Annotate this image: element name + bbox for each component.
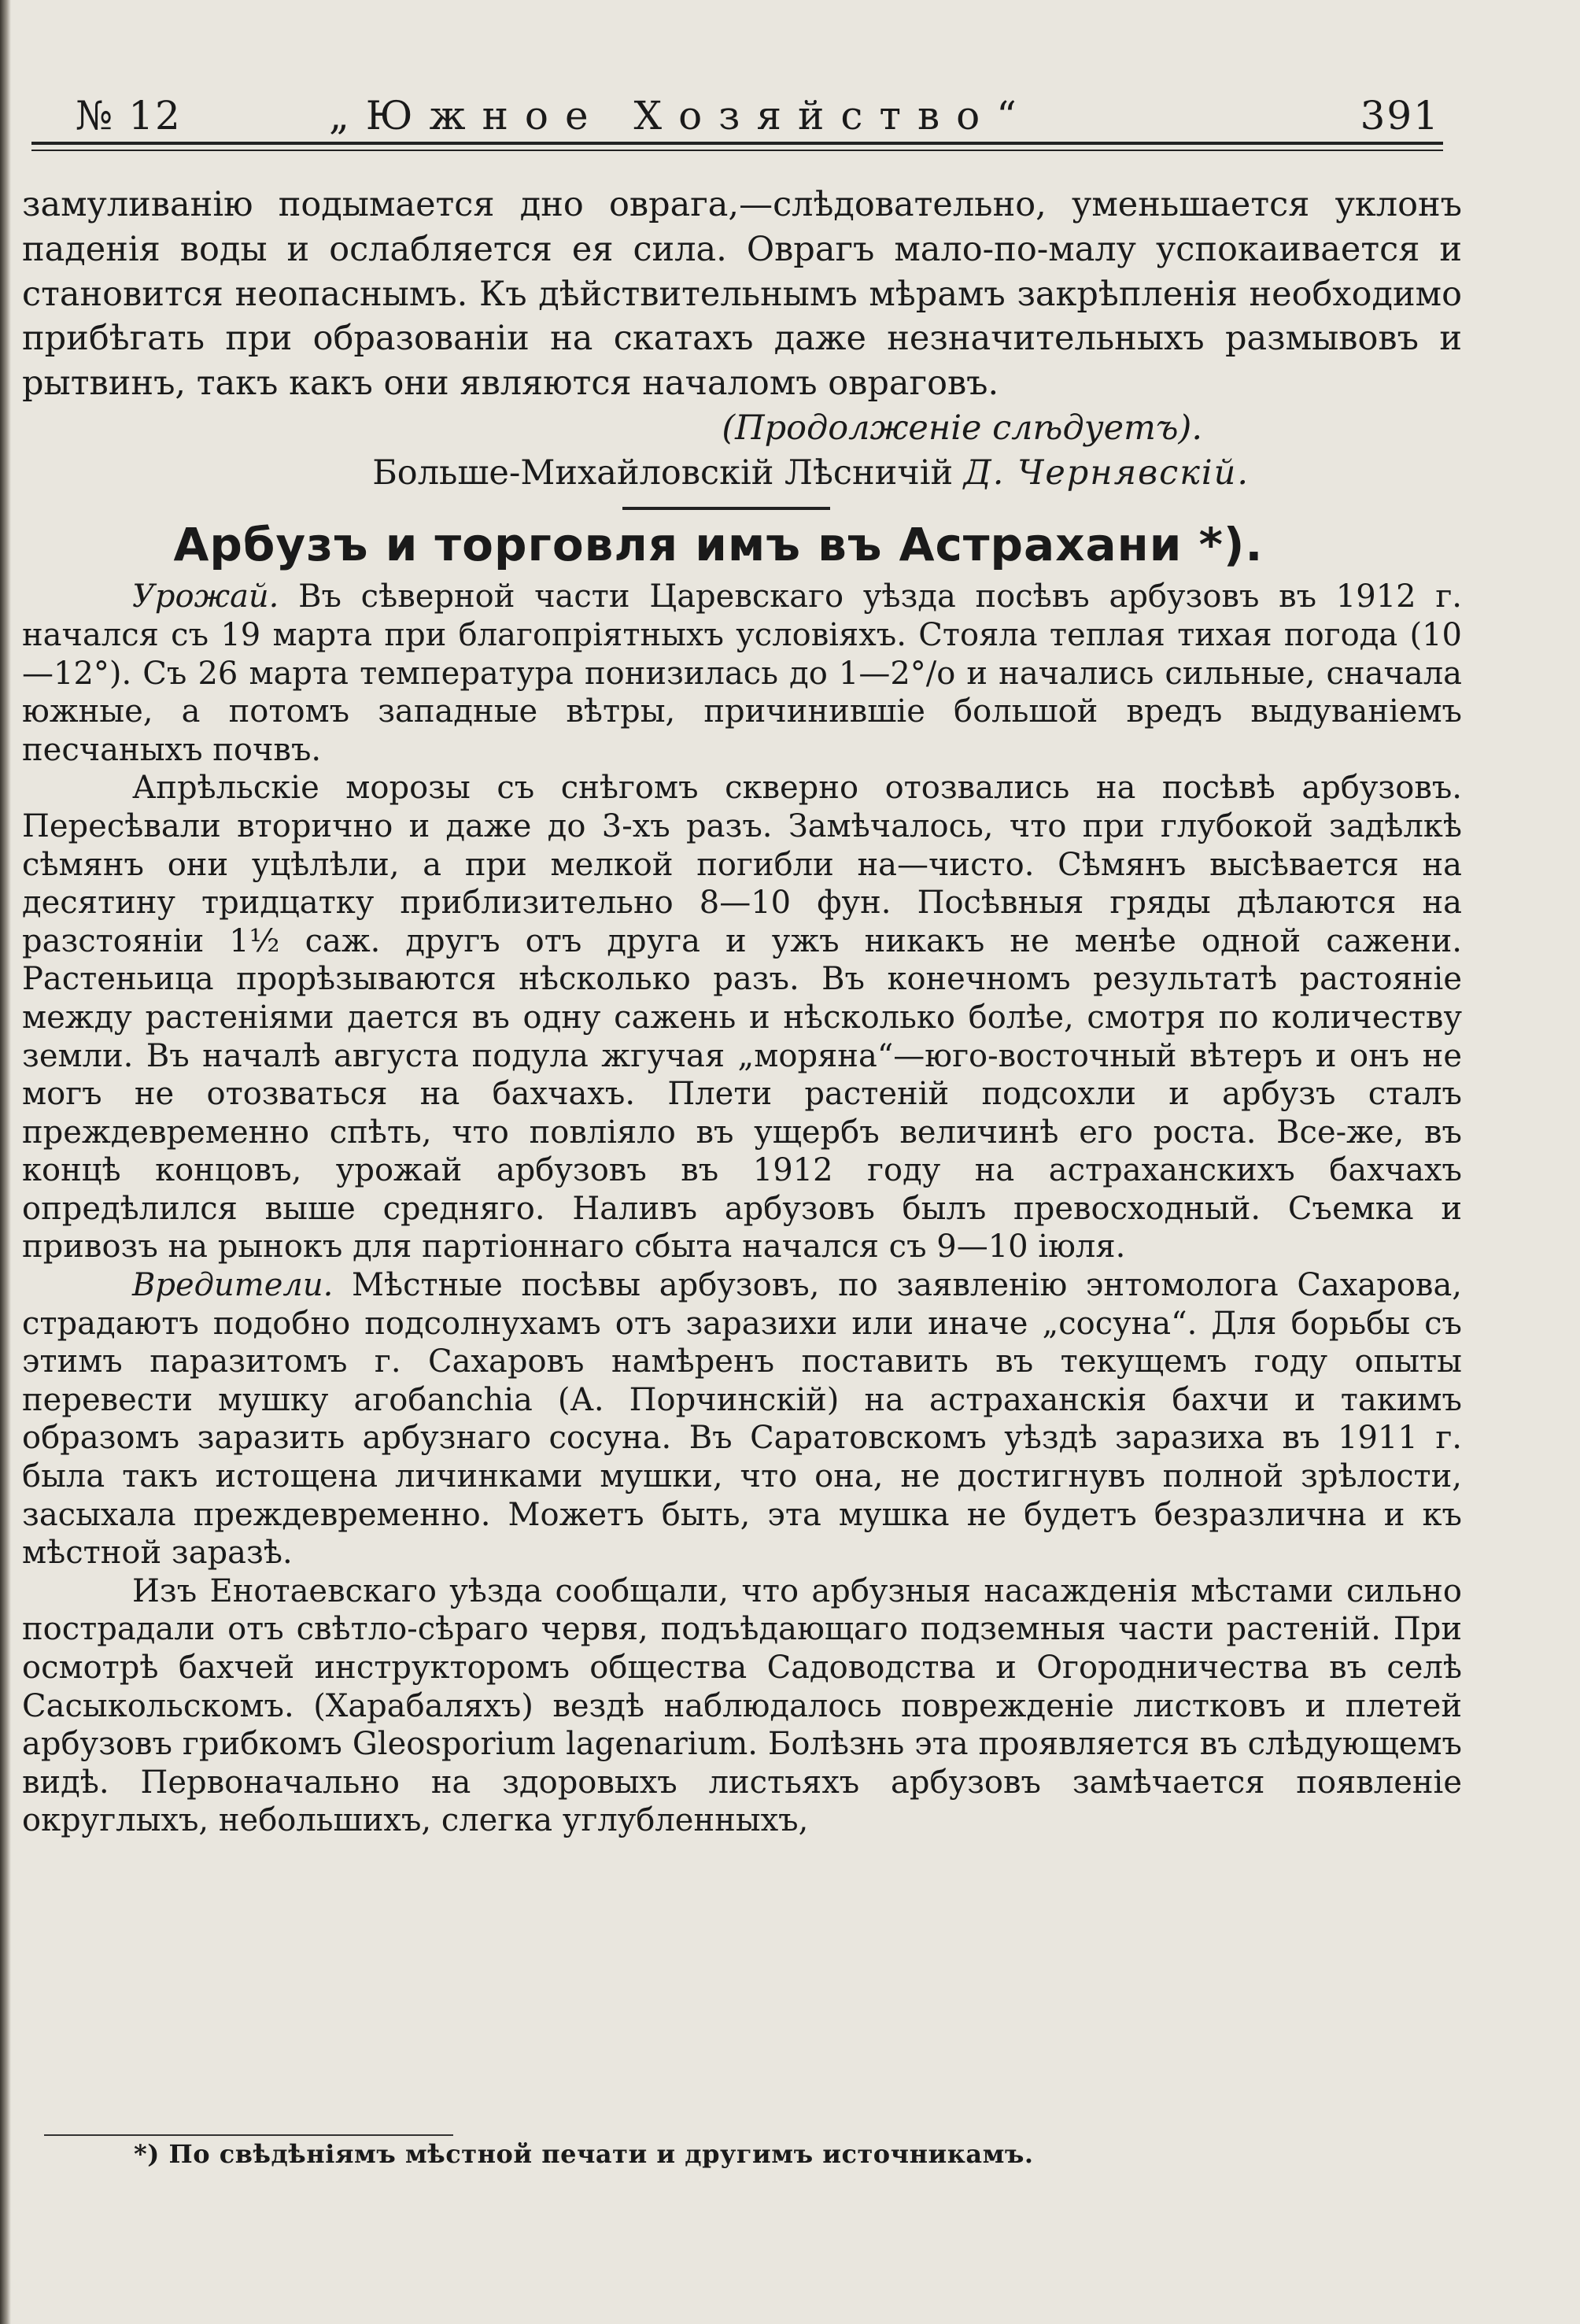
pests-lead: Вредители. xyxy=(132,1267,334,1304)
pests-text: Мѣстные посѣвы арбузовъ, по заявленію энтомолога Сахарова, страдаютъ подобно подсолнухамъ отъ заразихи или иначе „сосуна“. Для борьбы съ этимъ паразитомъ г. Сахаровъ намѣренъ поставить въ текущемъ году опыты перевести мушку агобаnchia (А. Порчинскій) на астраханскія бахчи и такимъ образомъ заразить арбузнаго сосуна. Въ Саратовскомъ уѣздѣ заразиха въ 1911 г. была такъ истощена личинками мушки, что она, не достигнувъ полной зрѣлости, засыхала преждевременно. Можетъ быть, эта мушка не будетъ безразлична и къ мѣстной заразѣ. xyxy=(22,1267,1462,1572)
footnote: *) По свѣдѣніямъ мѣстной печати и другимъ источникамъ. xyxy=(134,2139,1034,2169)
article-text xyxy=(22,578,1462,1840)
article-title: Арбузъ и торговля имъ въ Астрахани *). xyxy=(173,517,1264,571)
header-rule-thin xyxy=(31,150,1443,151)
issue-number: № 12 xyxy=(76,93,182,139)
author-signature xyxy=(22,451,1462,496)
paragraph-pests xyxy=(22,1266,1462,1572)
harvest-text: Въ сѣверной части Царевскаго уѣзда посѣвъ арбузовъ въ 1912 г. начался съ 19 марта при благопріятныхъ условіяхъ. Стояла теплая тихая погода (10—12°). Съ 26 марта температура понизилась до 1—2°/о и начались сильные, сначала южные, а потомъ западные вѣтры, причинившіе большой вредъ выдуваніемъ песчаныхъ почвъ. xyxy=(22,578,1462,768)
page-number: 391 xyxy=(1360,93,1440,139)
signature-name: Д. Чернявскій. xyxy=(963,453,1250,493)
running-header xyxy=(69,93,1440,142)
header-rule-thick xyxy=(31,142,1443,145)
page-binding-edge xyxy=(0,0,11,2324)
journal-title: „Южное Хозяйство“ xyxy=(329,93,1033,139)
continued-note: (Продолженіе слѣдуетъ). xyxy=(722,408,1202,448)
previous-article-paragraph: замуливанію подымается дно оврага,—слѣдовательно, уменьшается уклонъ паденія воды и ослабляется ея сила. Оврагъ мало-по-малу успокаивается и становится неопаснымъ. Къ дѣйствительнымъ мѣрамъ закрѣпленія необходимо прибѣгать при образованіи на скатахъ даже незначительныхъ размывовъ и рытвинъ, такъ какъ они являются началомъ овраговъ. xyxy=(22,185,1462,404)
section-divider xyxy=(622,507,830,510)
harvest-lead: Урожай. xyxy=(132,578,279,615)
page-body xyxy=(22,183,1462,1840)
signature-place: Больше-Михайловскій Лѣсничій xyxy=(372,453,954,493)
paragraph-frosts: Апрѣльскіе морозы съ снѣгомъ скверно отозвались на посѣвѣ арбузовъ. Пересѣвали вторично и даже до 3-хъ разъ. Замѣчалось, что при глубокой задѣлкѣ сѣмянъ они уцѣлѣли, а при мелкой погибли на—чисто. Сѣмянъ высѣвается на десятину тридцатку приблизительно 8—10 фун. Посѣвныя гряды дѣлаются на разстояніи 1½ саж. другъ отъ друга и ужъ никакъ не менѣе одной сажени. Растеньица прорѣзываются нѣсколько разъ. Въ конечномъ результатѣ растояніе между растеніями дается въ одну сажень и нѣсколько болѣе, смотря по количеству земли. Въ началѣ августа подула жгучая „моряна“—юго-восточный вѣтеръ и онъ не могъ не отозваться на бахчахъ. Плети растеній подсохли и арбузъ сталъ преждевременно спѣть, что повліяло въ ущербъ величинѣ его роста. Все-же, въ концѣ концовъ, урожай арбузовъ въ 1912 году на астраханскихъ бахчахъ опредѣлился выше средняго. Наливъ арбузовъ былъ превосходный. Съемка и привозъ на рынокъ для партіоннаго сбыта начался съ 9—10 іюля. xyxy=(22,770,1462,1265)
paragraph-harvest xyxy=(22,578,1462,769)
paragraph-enotaevsk: Изъ Енотаевскаго уѣзда сообщали, что арбузныя насажденія мѣстами сильно пострадали отъ свѣтло-сѣраго червя, подъѣдающаго подземныя части растеній. При осмотрѣ бахчей инструкторомъ общества Садоводства и Огородничества въ селѣ Сасыкольскомъ. (Харабаляхъ) вездѣ наблюдалось поврежденіе листковъ и плетей арбузовъ грибкомъ Gleosporium lagenarium. Болѣзнь эта проявляется въ слѣдующемъ видѣ. Первоначально на здоровыхъ листьяхъ арбузовъ замѣчается появленіе округлыхъ, небольшихъ, слегка углубленныхъ, xyxy=(22,1572,1462,1839)
footnote-rule xyxy=(44,2134,453,2136)
